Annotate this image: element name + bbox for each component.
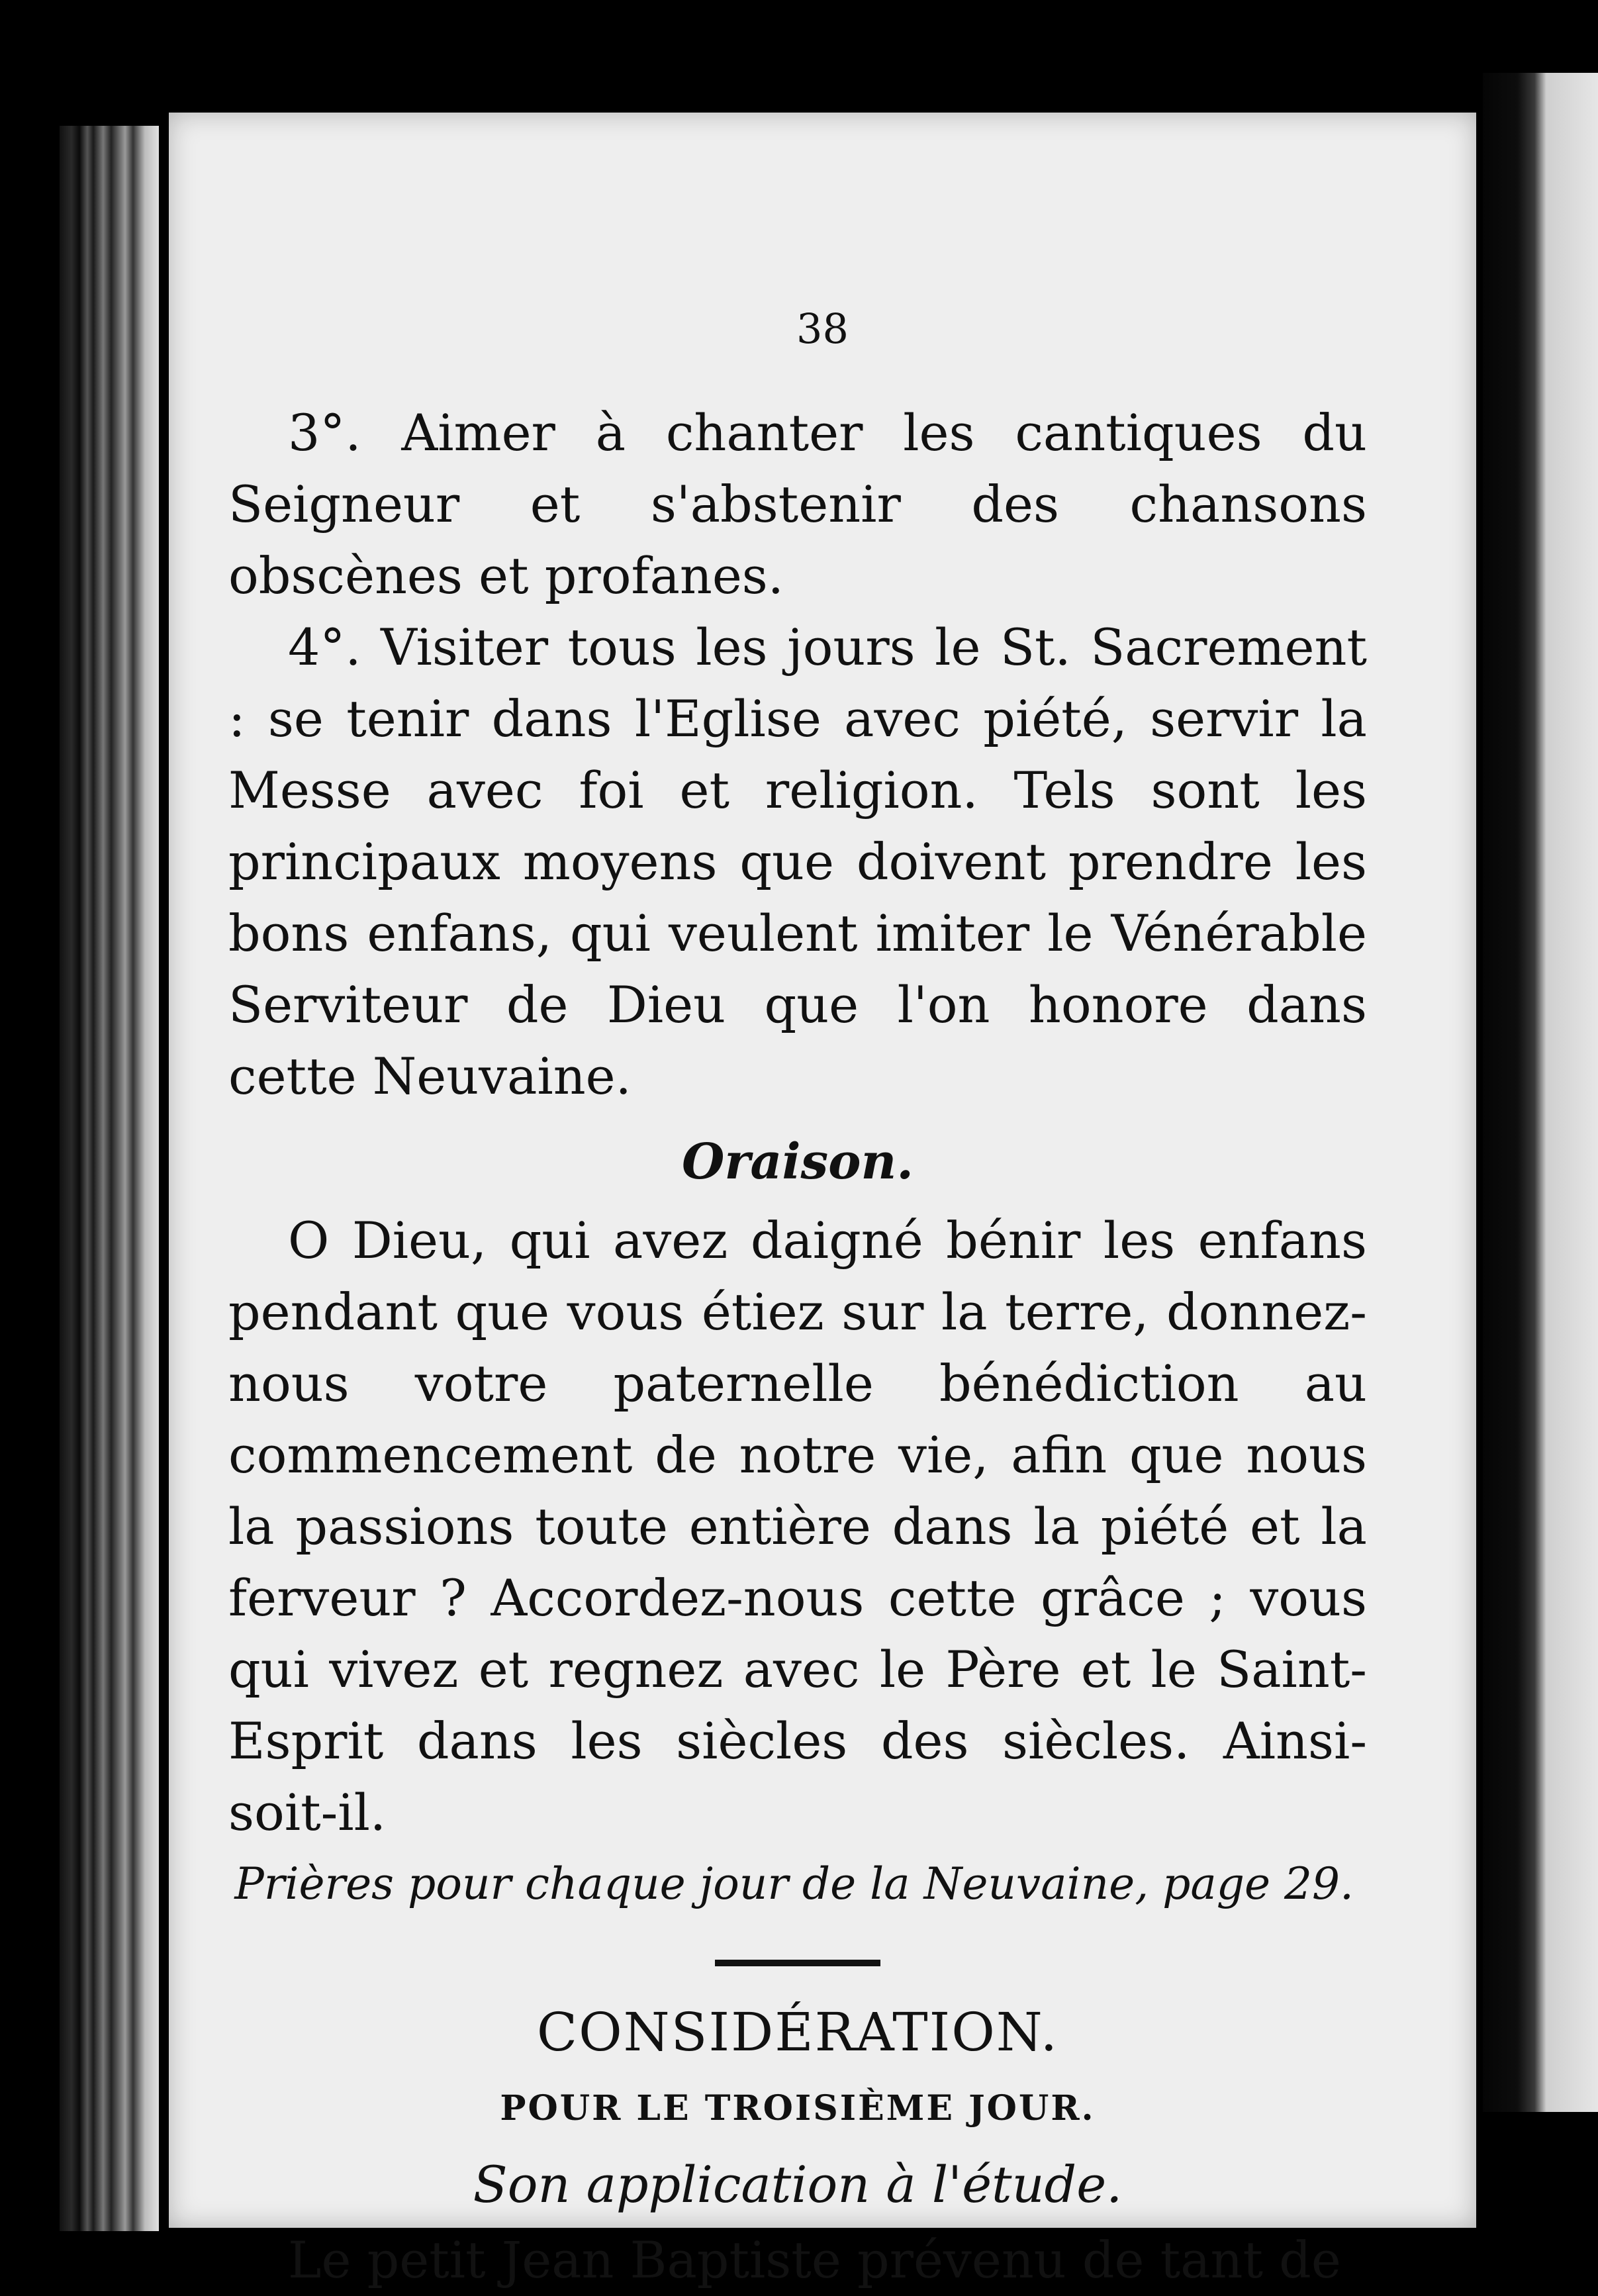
paragraph-item-3: 3°. Aimer à chanter les cantiques du Seigneur et s'abstenir des chansons obscènes et profanes.: [228, 403, 1367, 605]
section-divider: [715, 1960, 880, 1966]
closing-line: Le petit Jean Baptiste prévenu de tant de: [288, 2230, 1341, 2289]
oraison-heading: Oraison.: [681, 1133, 914, 1190]
paragraph-item-4: 4°. Visiter tous les jours le St. Sacrement : se tenir dans l'Eglise avec piété, servir la Messe avec foi et religion. Tels sont les principaux moyens que doivent prendre les bons enfans, qui veulent imiter le Vénérable Serviteur de Dieu que l'on honore dans cette Neuvaine.: [228, 618, 1367, 1106]
oraison-text: O Dieu, qui avez daigné bénir les enfans pendant que vous étiez sur la terre, donnez-nous votre paternelle bénédiction au commencement de notre vie, afin que nous la passions toute entière dans la piété et la ferveur ? Accordez-nous cette grâce ; vous qui vivez et regnez avec le Père et le Saint-Esprit dans les siècles des siècles. Ainsi-soit-il.: [228, 1211, 1367, 1842]
page-number: 38: [796, 305, 849, 353]
consideration-title: CONSIDÉRATION.: [536, 2001, 1059, 2063]
adjacent-page-edge: [1483, 73, 1598, 2112]
consideration-topic: Son application à l'étude.: [473, 2155, 1123, 2214]
page-text: [228, 397, 1367, 2296]
consideration-subtitle: POUR LE TROISIÈME JOUR.: [500, 2088, 1096, 2129]
book-binding-edge: [60, 126, 159, 2231]
prayer-reference: Prières pour chaque jour de la Neuvaine, page 29.: [234, 1858, 1354, 1909]
